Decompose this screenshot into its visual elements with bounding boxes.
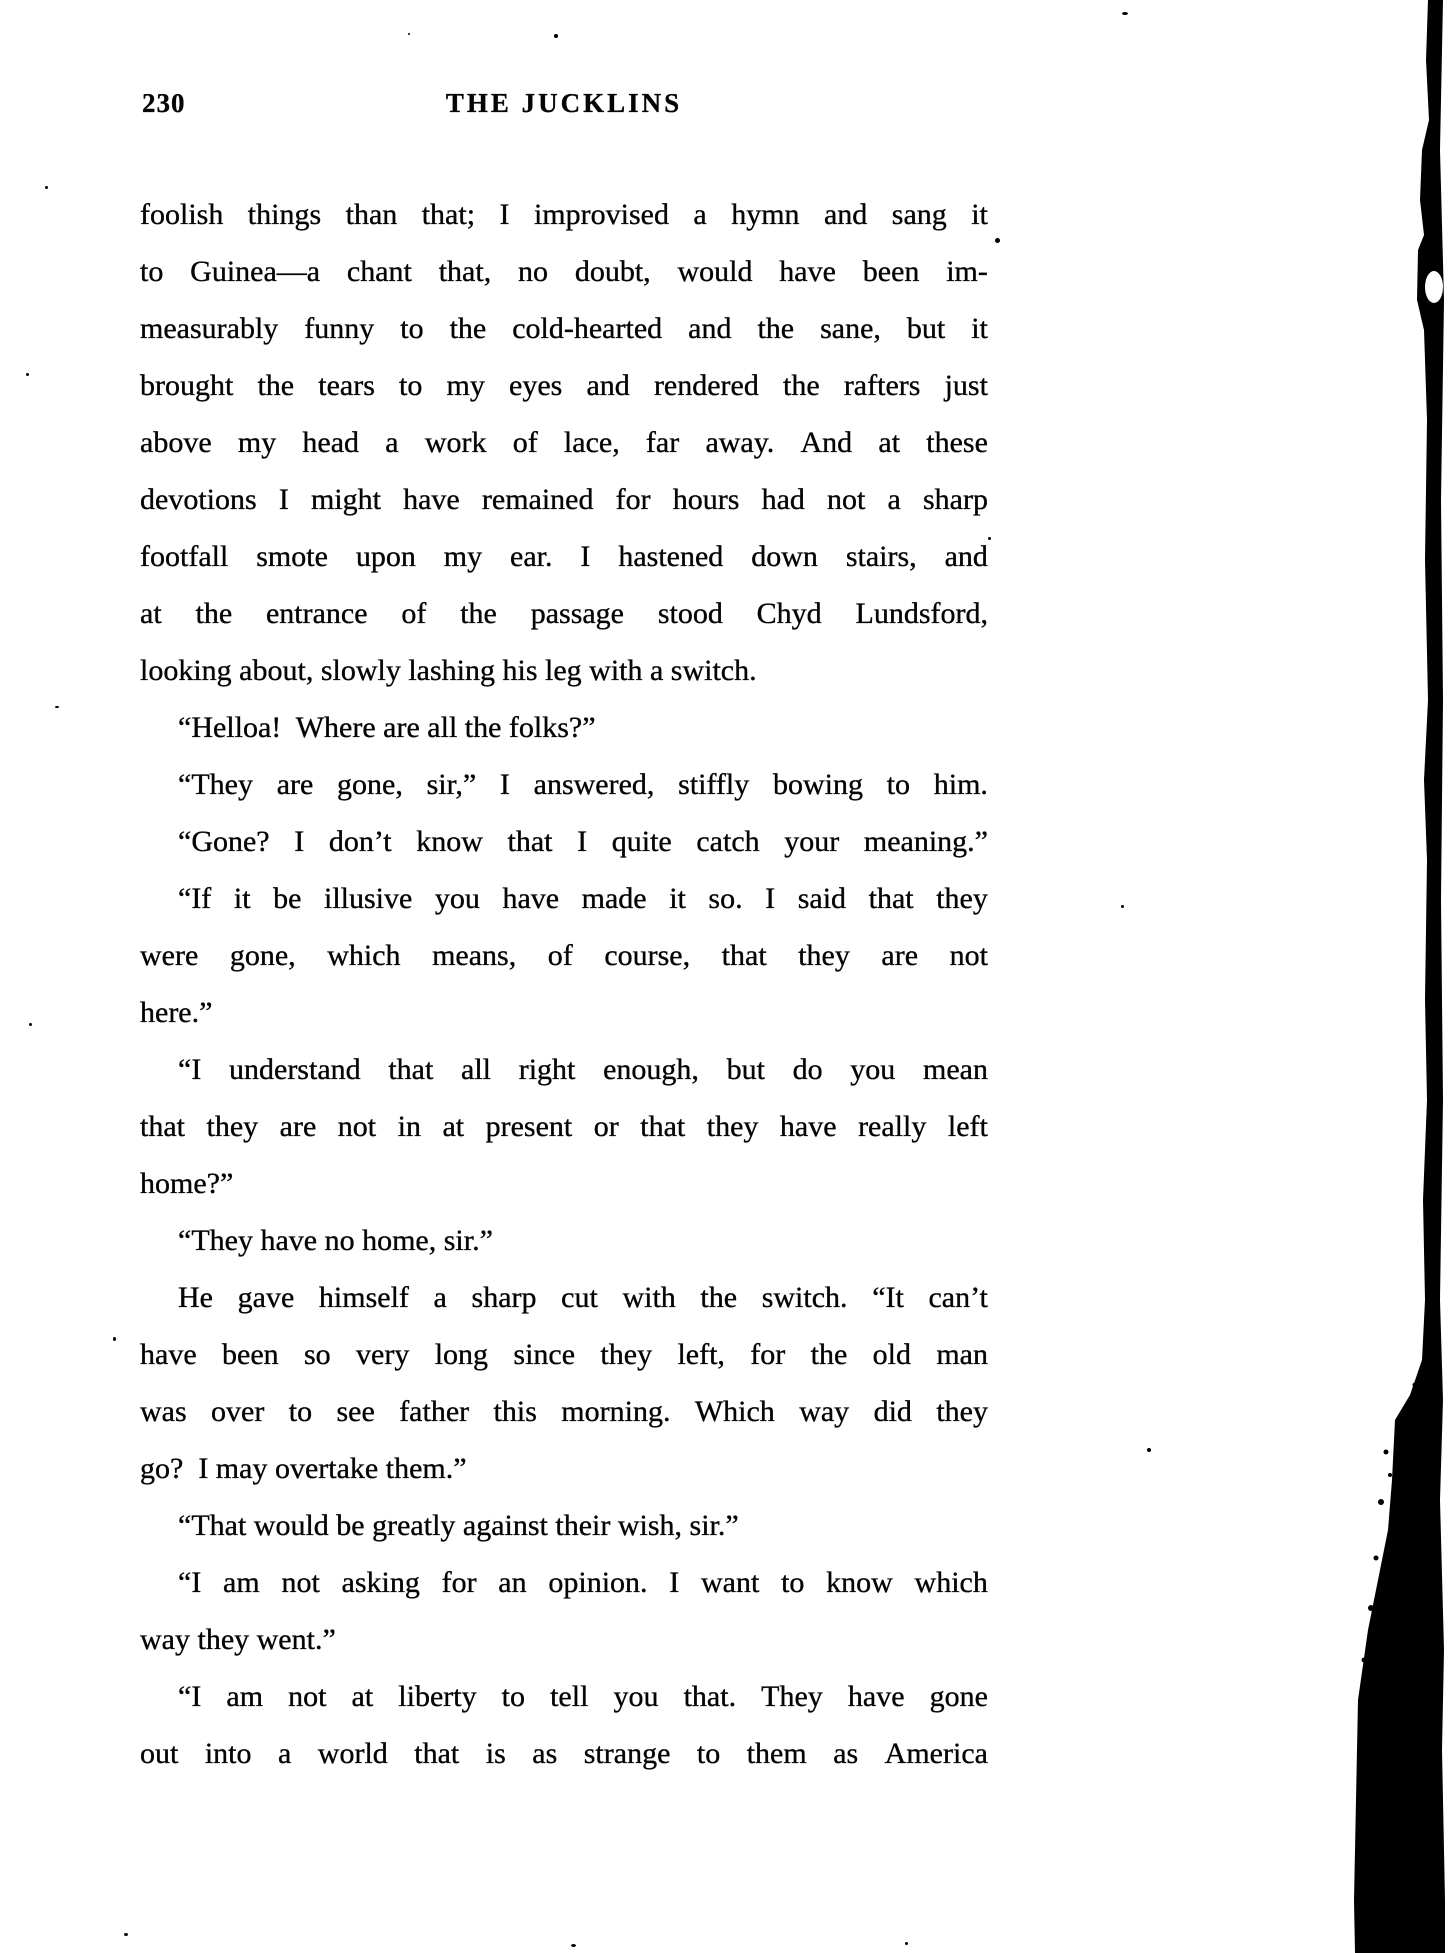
scan-speck [1122,12,1128,15]
paragraph [140,870,988,1041]
scan-speck [1121,905,1124,908]
running-head [140,88,988,122]
text-line: have been so very long since they left, for the old man [140,1338,988,1371]
scan-speck [571,1944,576,1947]
scan-speck [113,1337,116,1341]
text-line: to Guinea—a chant that, no doubt, would have been im- [140,255,988,288]
scan-speck [26,373,29,376]
text-line: “They have no home, sir.” [178,1224,493,1257]
paragraph [140,699,988,756]
text-line: foolish things than that; I improvised a hymn and sang it [140,198,988,231]
text-line: was over to see father this morning. Which way did they [140,1395,988,1428]
scan-speck [408,33,410,35]
text-block [140,186,988,1782]
scan-speck [124,1933,128,1936]
scan-gutter-artifact [1350,0,1450,1953]
text-line: “I am not at liberty to tell you that. They have gone [178,1680,988,1713]
text-line: here.” [140,996,213,1029]
text-line: out into a world that is as strange to them as America [140,1737,988,1770]
text-line: devotions I might have remained for hours had not a sharp [140,483,988,516]
paragraph [140,1668,988,1782]
page-number: 230 [142,88,186,118]
text-line: at the entrance of the passage stood Chyd Lundsford, [140,597,988,630]
text-line: measurably funny to the cold-hearted and the sane, but it [140,312,988,345]
text-line: were gone, which means, of course, that they are not [140,939,988,972]
scan-speck [554,34,558,38]
gutter-white-notch [1425,271,1443,303]
text-line: way they went.” [140,1623,336,1656]
text-column [140,88,988,1782]
text-line: looking about, slowly lashing his leg with a switch. [140,654,757,687]
text-line: “They are gone, sir,” I answered, stiffly bowing to him. [178,768,988,801]
text-line: “That would be greatly against their wish, sir.” [178,1509,739,1542]
text-line: “If it be illusive you have made it so. I said that they [178,882,988,915]
paragraph [140,813,988,870]
scan-speck [55,706,59,708]
paragraph [140,1041,988,1212]
scan-speck [988,537,991,540]
paragraph [140,1269,988,1497]
text-line: “Helloa! Where are all the folks?” [178,711,596,744]
text-line: go? I may overtake them.” [140,1452,467,1485]
scan-speck [45,186,48,189]
text-line: He gave himself a sharp cut with the switch. “It can’t [178,1281,988,1314]
paragraph [140,756,988,813]
paragraph [140,1554,988,1668]
running-title: THE JUCKLINS [445,88,683,118]
scan-speck [1147,1448,1151,1452]
text-line: “I understand that all right enough, but do you mean [178,1053,988,1086]
text-line: home?” [140,1167,234,1200]
text-line: footfall smote upon my ear. I hastened down stairs, and [140,540,988,573]
text-line: “I am not asking for an opinion. I want to know which [178,1566,988,1599]
paragraph [140,1212,988,1269]
scan-speck [995,238,1000,243]
paragraph [140,1497,988,1554]
text-line: that they are not in at present or that they have really left [140,1110,988,1143]
text-line: brought the tears to my eyes and rendered the rafters just [140,369,988,402]
scan-speck [905,1942,908,1945]
text-line: “Gone? I don’t know that I quite catch your meaning.” [178,825,988,858]
paragraph [140,186,988,699]
text-line: above my head a work of lace, far away. And at these [140,426,988,459]
scan-speck [29,1023,32,1026]
